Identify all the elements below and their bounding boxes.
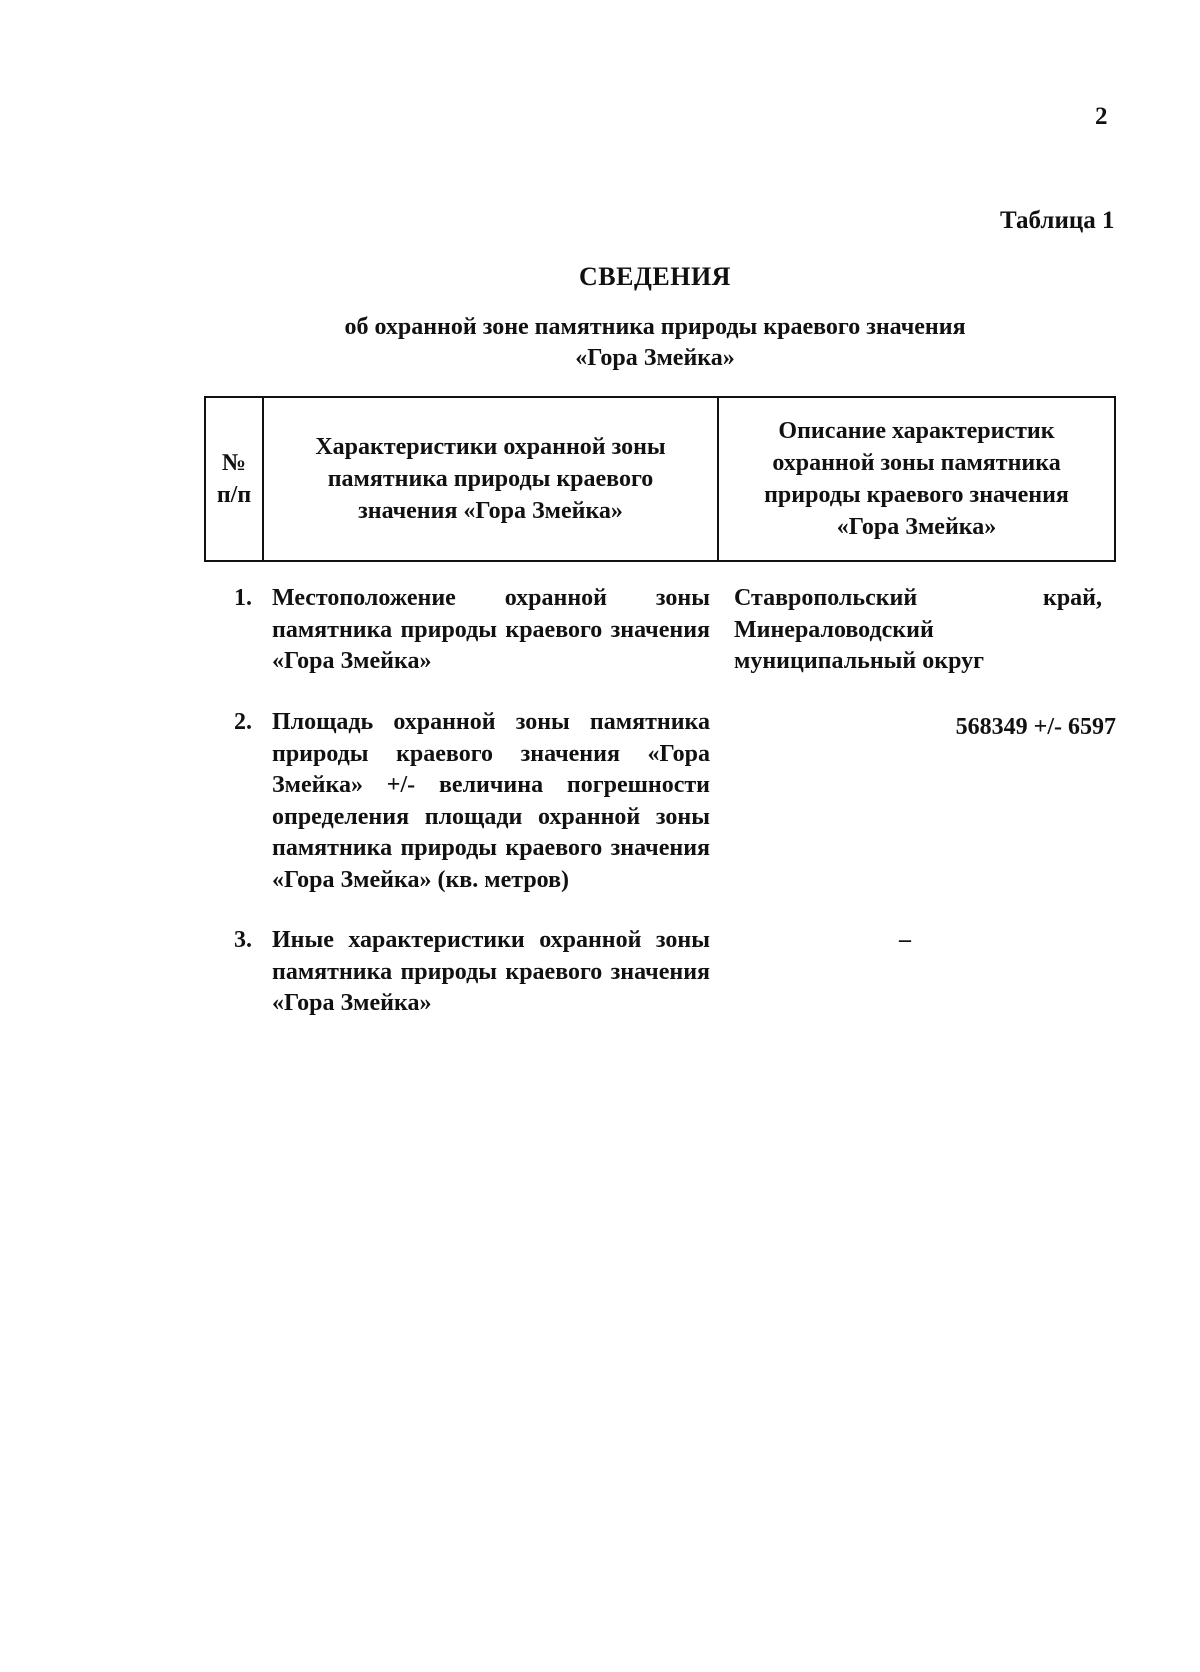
document-title: СВЕДЕНИЯ: [579, 262, 731, 291]
row-description-word-2: край,: [1042, 585, 1102, 611]
table-label: Таблица 1: [1000, 207, 1115, 234]
page-number: 2: [1095, 103, 1108, 130]
header-number-abbr: п/п: [216, 482, 252, 508]
header-number-symbol: №: [221, 450, 247, 476]
row-number: 3.: [234, 927, 252, 953]
table-header: [204, 396, 1116, 562]
area-value: 568349 +/- 6597: [955, 714, 1116, 740]
row-characteristic: Иные характеристики охранной зоны памятника природы краевого значения «Гора Змейка»: [272, 927, 710, 1016]
row-description: –: [899, 927, 911, 953]
subtitle-line-2: «Гора Змейка»: [575, 345, 735, 371]
table-row: [204, 583, 1116, 678]
row-description: [712, 707, 1116, 896]
document-subtitle: [200, 312, 1110, 374]
row-description-word-1: Ставропольский: [734, 585, 918, 611]
row-description: [712, 583, 1116, 678]
row-description-rest: Минераловодский муниципальный округ: [734, 616, 985, 674]
header-characteristics-column: Характеристики охранной зоны памятника природы краевого значения «Гора Змейка»: [264, 398, 719, 560]
row-number: 1.: [234, 585, 252, 611]
row-characteristic: Местоположение охранной зоны памятника природы краевого значения «Гора Змейка»: [272, 585, 710, 674]
header-description-column: Описание характеристик охранной зоны памятника природы краевого значения «Гора Змейка»: [764, 418, 1069, 540]
table-row: [204, 707, 1116, 896]
row-number: 2.: [234, 709, 252, 735]
table-row: [204, 925, 1116, 1020]
subtitle-line-1: об охранной зоне памятника природы краевого значения: [344, 314, 966, 340]
row-characteristic: Площадь охранной зоны памятника природы краевого значения «Гора Змейка» +/- величина погрешности определения площади охранной зоны памятника природы краевого значения «Гора Змейка» (кв. метров): [272, 709, 710, 893]
header-number-column: [206, 398, 264, 560]
